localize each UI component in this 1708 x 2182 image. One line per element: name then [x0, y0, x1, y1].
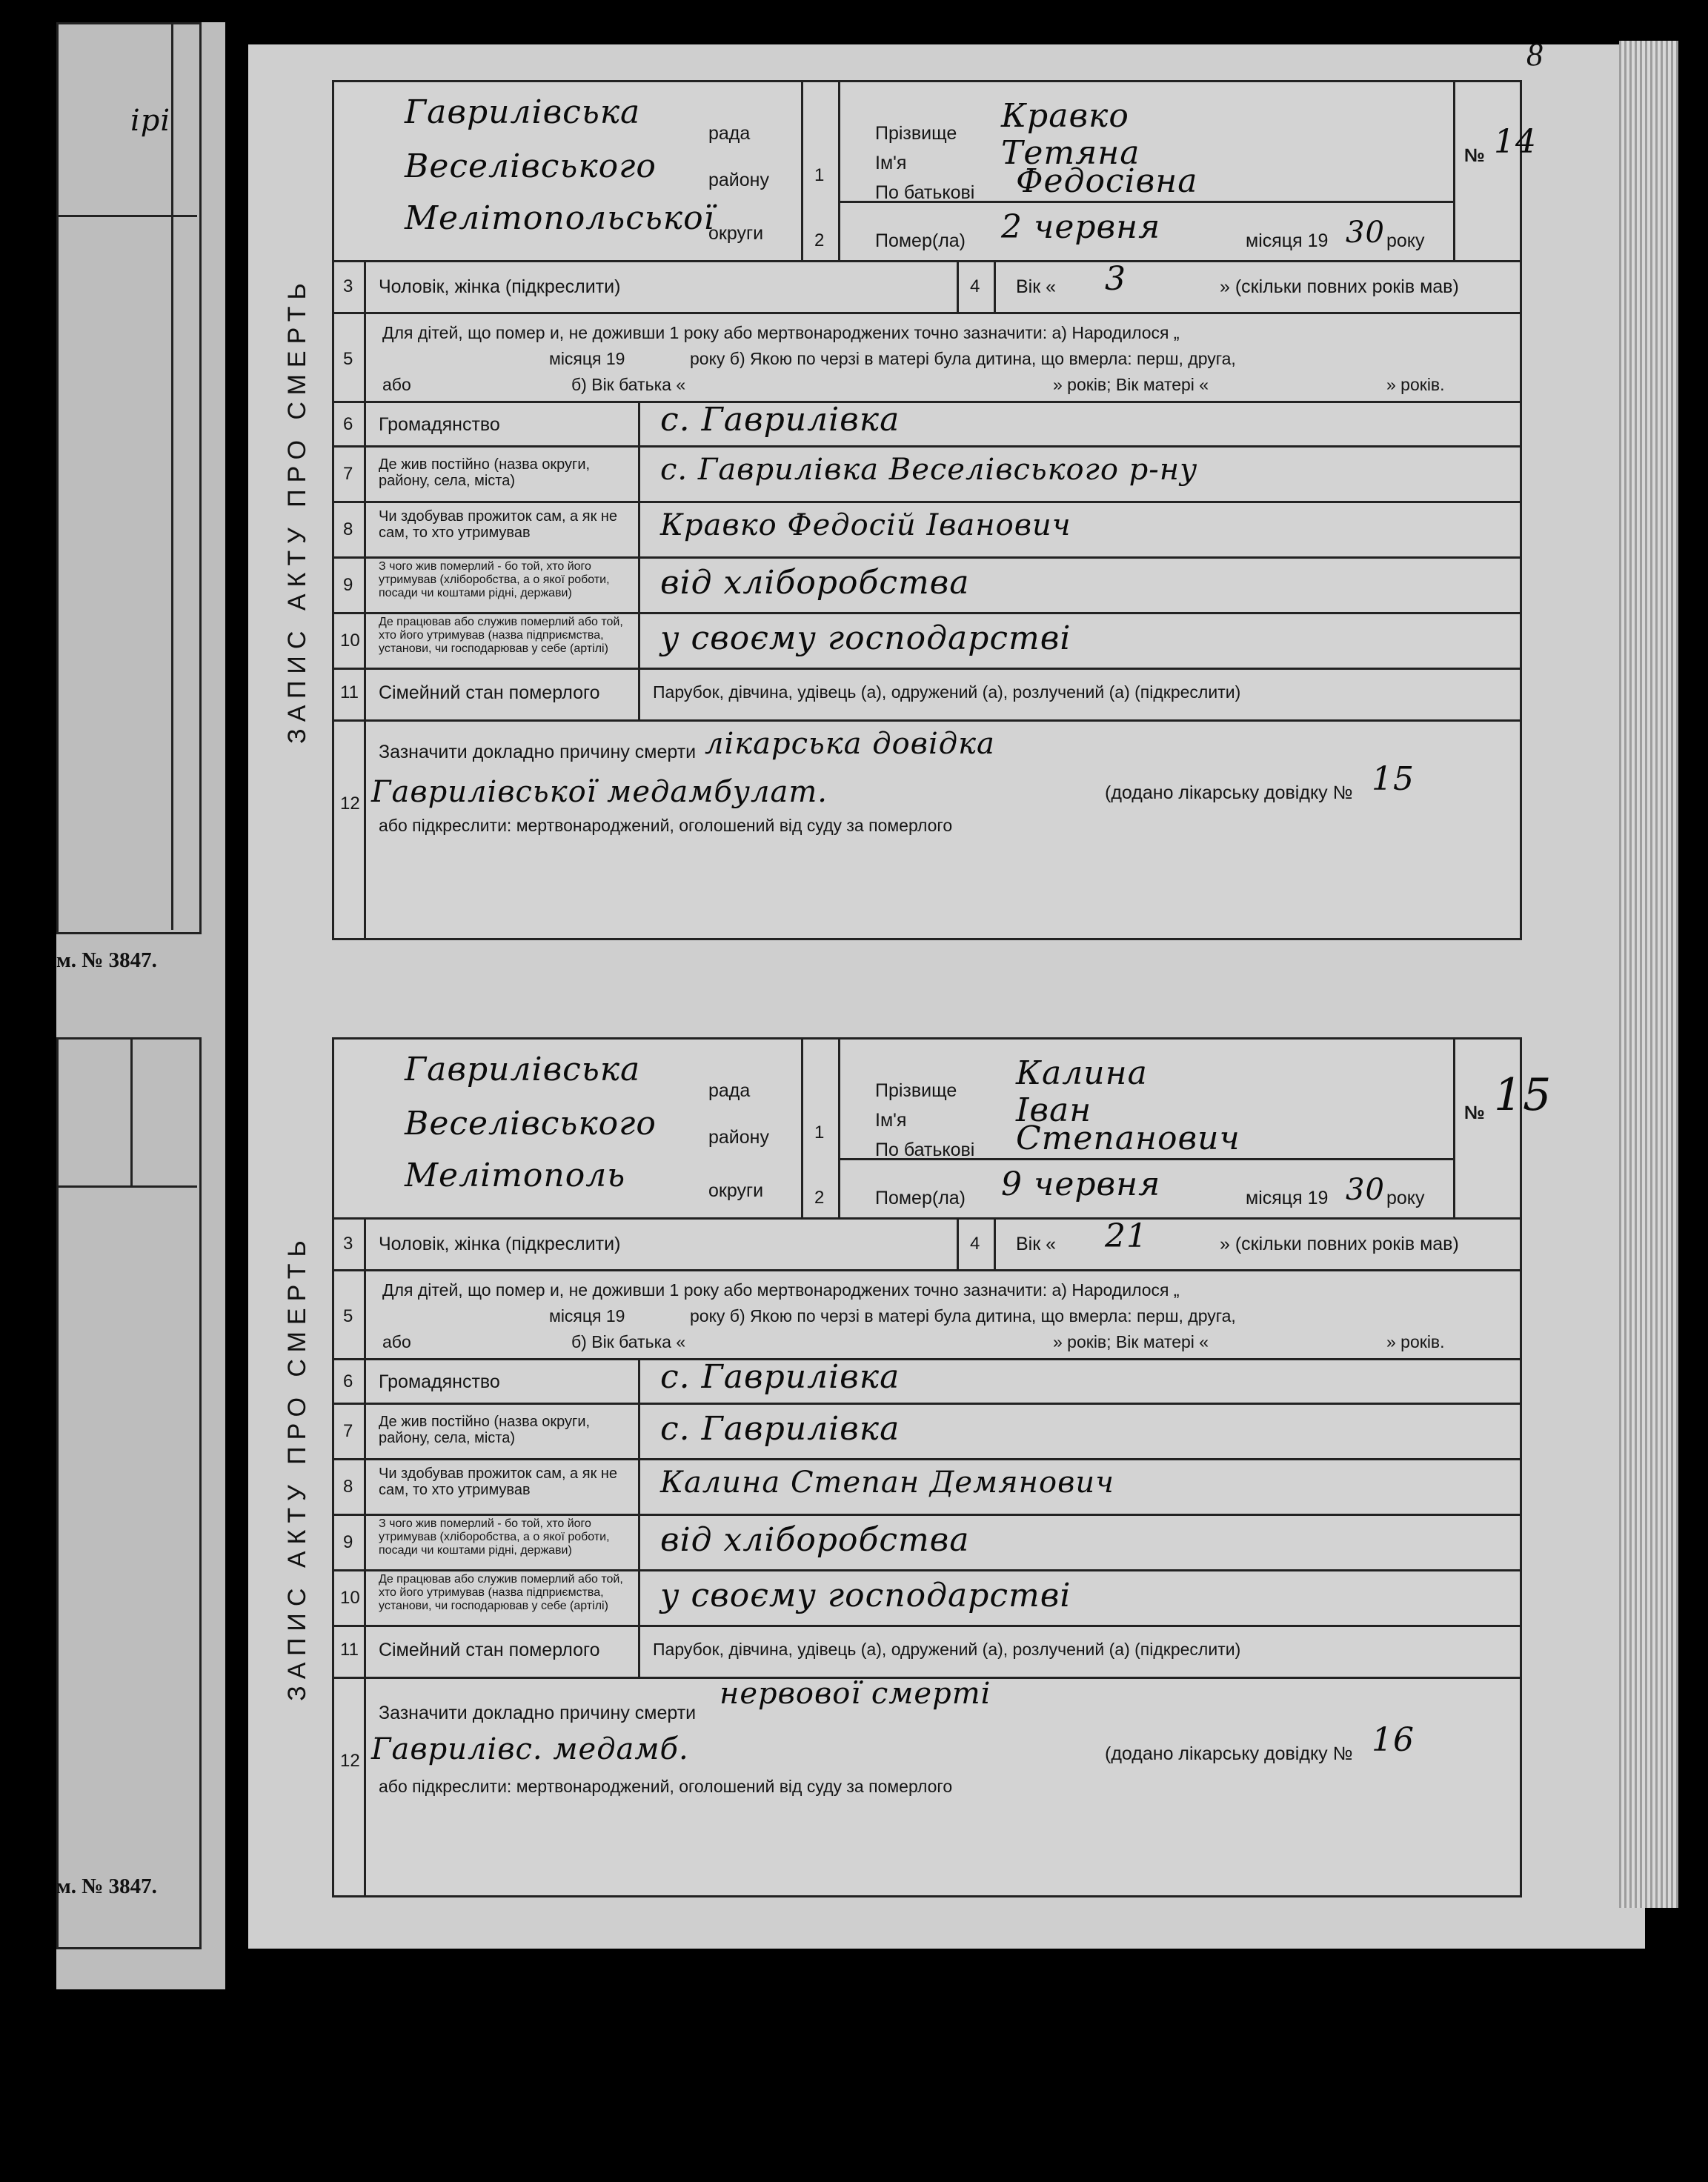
row-10-number: 10 — [340, 631, 360, 651]
death-year-label-2: року — [1386, 1188, 1425, 1208]
cause-value-2b: нервової смерті — [720, 1677, 991, 1711]
source-label: З чого жив померлий - бо той, хто його утримував (хліборобства, а о якої роботи, посади чи коштами рідні, держави) — [379, 560, 610, 599]
record-number-prefix: № — [1464, 145, 1485, 166]
children-line-2: місяця 19 — [549, 349, 625, 368]
certificate-label: (додано лікарську довідку № — [1105, 782, 1353, 803]
residence-value: с. Гаврилівка Веселівського р-ну — [660, 453, 1198, 487]
row-2-number: 2 — [814, 230, 825, 250]
supported-label-2: Чи здобував прожиток сам, а як не сам, то хто утримував — [379, 1466, 618, 1498]
stillborn-note: або підкреслити: мертвонароджений, оголошений від суду за померлого — [379, 816, 953, 835]
death-month-label-2: місяця 19 — [1246, 1188, 1329, 1208]
row-1-number-2: 1 — [814, 1122, 825, 1142]
death-record-15 — [282, 1037, 1552, 1897]
supported-value: Кравко Федосій Іванович — [660, 508, 1071, 542]
cause-value-2c: Гаврилівс. медамб. — [371, 1732, 689, 1766]
citizenship-value-2: с. Гаврилівка — [660, 1358, 900, 1396]
marital-options: Парубок, дівчина, удівець (а), одружений (а), розлучений (а) (підкреслити) — [653, 682, 1241, 702]
surname-label: Прізвище — [875, 123, 957, 144]
okruha-label-2: округи — [708, 1180, 764, 1201]
name-value: Тетяна — [1001, 134, 1140, 172]
death-record-14 — [282, 80, 1537, 940]
rada-label-2: рада — [708, 1080, 751, 1101]
row-8-number: 8 — [343, 519, 353, 539]
death-date-value: 2 червня — [1001, 208, 1161, 246]
row-5-number: 5 — [343, 349, 353, 369]
patronymic-label-2: По батькові — [875, 1140, 975, 1160]
left-page-table-bottom — [56, 1037, 202, 1949]
row-3-number: 3 — [343, 276, 353, 296]
certificate-label-2: (додано лікарську довідку № — [1105, 1743, 1353, 1764]
work-value: у своєму господарстві — [660, 619, 1071, 657]
children-line-2b-2: року б) Якою по черзі в матері була дитина, що вмерла: перш, друга, — [690, 1306, 1236, 1326]
death-month-label: місяця 19 — [1246, 230, 1329, 251]
cause-value-2: Гаврилівської медамбулат. — [371, 775, 828, 809]
citizenship-label: Громадянство — [379, 414, 500, 435]
supported-value-2: Калина Степан Демянович — [660, 1466, 1115, 1500]
marital-label-2: Сімейний стан померлого — [379, 1640, 600, 1660]
citizenship-label-2: Громадянство — [379, 1371, 500, 1392]
children-line-3a: або — [382, 375, 411, 394]
rayon-label-2: району — [708, 1127, 769, 1148]
children-line-3c: » років; Вік матері « — [1053, 375, 1209, 394]
left-page-form-number-2: м. № 3847. — [56, 1875, 157, 1898]
row-7-number: 7 — [343, 464, 353, 484]
name-value-2: Іван — [1016, 1091, 1092, 1129]
certificate-number-2: 16 — [1372, 1721, 1415, 1759]
age-label: Вік « — [1016, 276, 1057, 297]
residence-label: Де жив постійно (назва округи, району, села, міста) — [379, 456, 591, 489]
marital-options-2: Парубок, дівчина, удівець (а), одружений (а), розлучений (а) (підкреслити) — [653, 1640, 1241, 1659]
children-line-3b: б) Вік батька « — [571, 375, 686, 394]
death-year-label: року — [1386, 230, 1425, 251]
okruha-label: округи — [708, 223, 764, 244]
source-label-2: З чого жив померлий - бо той, хто його утримував (хліборобства, а о якої роботи, посади чи коштами рідні, держави) — [379, 1517, 610, 1557]
residence-value-2: с. Гаврилівка — [660, 1410, 900, 1448]
children-line-1: Для дітей, що помер и, не доживши 1 року або мертвонароджених точно зазначити: а) Народилося „ — [382, 323, 1180, 342]
certificate-number: 15 — [1372, 760, 1415, 798]
row-10-number-2: 10 — [340, 1588, 360, 1608]
side-title-2: ЗАПИС АКТУ ПРО СМЕРТЬ — [282, 1234, 311, 1701]
record-number: 14 — [1494, 123, 1537, 161]
death-date-value-2: 9 червня — [1001, 1165, 1161, 1203]
row-12-number-2: 12 — [340, 1751, 360, 1771]
row-9-number-2: 9 — [343, 1532, 353, 1552]
sex-label: Чоловік, жінка (підкреслити) — [379, 276, 621, 297]
cause-value: лікарська довідка — [705, 727, 995, 761]
source-value: від хліборобства — [660, 564, 970, 602]
row-3-number-2: 3 — [343, 1234, 353, 1254]
name-label: Ім'я — [875, 153, 907, 173]
row-4-number: 4 — [970, 276, 980, 296]
name-label-2: Ім'я — [875, 1110, 907, 1131]
died-label-2: Помер(ла) — [875, 1188, 966, 1208]
children-line-1-2: Для дітей, що помер и, не доживши 1 року або мертвонароджених точно зазначити: а) Народилося „ — [382, 1280, 1180, 1300]
page-number: 8 — [1526, 36, 1543, 73]
cause-label: Зазначити докладно причину смерти — [379, 742, 697, 762]
residence-label-2: Де жив постійно (назва округи, району, села, міста) — [379, 1414, 591, 1446]
work-value-2: у своєму господарстві — [660, 1577, 1071, 1614]
children-line-2-2: місяця 19 — [549, 1306, 625, 1326]
rayon-value: Веселівського — [405, 147, 657, 185]
age-value-2: 21 — [1105, 1217, 1148, 1255]
row-2-number-2: 2 — [814, 1188, 825, 1208]
row-4-number-2: 4 — [970, 1234, 980, 1254]
work-label: Де працював або служив померлий або той, хто його утримував (назва підприємства, установи, чи господарював у себе (артілі) — [379, 616, 623, 655]
children-line-2b: року б) Якою по черзі в матері була дитина, що вмерла: перш, друга, — [690, 349, 1236, 368]
work-label-2: Де працював або служив померлий або той, хто його утримував (назва підприємства, установи, чи господарював у себе (артілі) — [379, 1573, 623, 1612]
patronymic-value: Федосівна — [1016, 162, 1198, 200]
children-line-3d: » років. — [1386, 375, 1445, 394]
death-year-value-2: 30 — [1346, 1173, 1385, 1207]
row-6-number-2: 6 — [343, 1371, 353, 1391]
rayon-value-2: Веселівського — [405, 1105, 657, 1142]
died-label: Помер(ла) — [875, 230, 966, 251]
supported-label: Чи здобував прожиток сам, а як не сам, то хто утримував — [379, 508, 618, 541]
okruha-value-2: Мелітополь — [405, 1157, 626, 1194]
surname-value-2: Калина — [1016, 1054, 1148, 1092]
marital-label: Сімейний стан померлого — [379, 682, 600, 703]
sex-label-2: Чоловік, жінка (підкреслити) — [379, 1234, 621, 1254]
cause-label-2: Зазначити докладно причину смерти — [379, 1703, 697, 1723]
row-7-number-2: 7 — [343, 1421, 353, 1441]
citizenship-value: с. Гаврилівка — [660, 401, 900, 439]
patronymic-label: По батькові — [875, 182, 975, 203]
patronymic-value-2: Степанович — [1016, 1120, 1240, 1157]
children-line-3a-2: або — [382, 1332, 411, 1351]
row-11-number-2: 11 — [340, 1640, 359, 1660]
rada-label: рада — [708, 123, 751, 144]
page-edge — [1619, 41, 1678, 1908]
children-line-3d-2: » років. — [1386, 1332, 1445, 1351]
left-page-form-number: м. № 3847. — [56, 948, 157, 972]
side-title: ЗАПИС АКТУ ПРО СМЕРТЬ — [282, 276, 311, 744]
record-number-2: 15 — [1494, 1069, 1552, 1121]
left-page-handwriting: ірі — [130, 104, 171, 138]
okruha-value: Мелітопольської — [405, 199, 715, 237]
age-suffix-2: » (скільки повних років мав) — [1220, 1234, 1459, 1254]
row-11-number: 11 — [340, 682, 359, 702]
surname-label-2: Прізвище — [875, 1080, 957, 1101]
age-value: 3 — [1105, 260, 1126, 298]
rada-value-2: Гаврилівська — [405, 1051, 641, 1088]
age-label-2: Вік « — [1016, 1234, 1057, 1254]
death-year-value: 30 — [1346, 216, 1385, 250]
row-6-number: 6 — [343, 414, 353, 434]
record-number-prefix-2: № — [1464, 1102, 1485, 1123]
children-line-3b-2: б) Вік батька « — [571, 1332, 686, 1351]
rada-value: Гаврилівська — [405, 93, 641, 131]
surname-value: Кравко — [1001, 97, 1129, 135]
children-line-3c-2: » років; Вік матері « — [1053, 1332, 1209, 1351]
row-12-number: 12 — [340, 794, 360, 814]
age-suffix: » (скільки повних років мав) — [1220, 276, 1459, 297]
source-value-2: від хліборобства — [660, 1521, 970, 1559]
left-page-table-top — [56, 22, 202, 934]
row-5-number-2: 5 — [343, 1306, 353, 1326]
left-page-strip — [56, 22, 225, 1989]
row-1-number: 1 — [814, 165, 825, 185]
row-9-number: 9 — [343, 575, 353, 595]
row-8-number-2: 8 — [343, 1477, 353, 1497]
rayon-label: району — [708, 170, 769, 190]
stillborn-note-2: або підкреслити: мертвонароджений, оголошений від суду за померлого — [379, 1777, 953, 1796]
